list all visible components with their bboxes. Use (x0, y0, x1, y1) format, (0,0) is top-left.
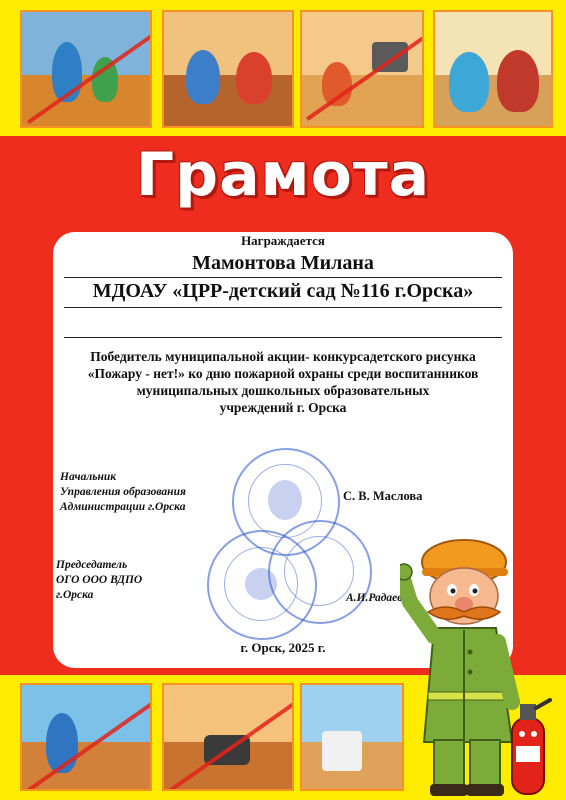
role-line: ОГО ООО ВДПО (56, 574, 143, 586)
signatory-role (60, 470, 186, 515)
recipient-name: Мамонтова Милана (192, 252, 374, 274)
underline (64, 277, 502, 278)
signatory-role (56, 558, 142, 603)
place-date: г. Орск, 2025 г. (240, 640, 326, 655)
description-line: Победитель муниципальной акции- конкурсадетского рисунка (90, 349, 476, 364)
fire-extinguisher-icon (500, 690, 556, 798)
signatory-name: А.И.Радаев (346, 592, 403, 604)
illustration-tile (20, 683, 152, 791)
stamp-icon (268, 520, 372, 624)
underline (64, 307, 502, 308)
illustration-tile (433, 10, 553, 128)
description-line: учреждений г. Орска (219, 400, 347, 415)
description-line: «Пожару - нет!» ко дню пожарной охраны среди воспитанников (87, 366, 479, 381)
signatory-name: С. В. Маслова (343, 489, 423, 503)
role-line: Начальник (60, 471, 117, 483)
illustration-tile (300, 10, 424, 128)
awarded-label: Награждается (241, 233, 325, 248)
role-line: Администрации г.Орска (60, 501, 186, 513)
illustration-tile (162, 10, 294, 128)
organization-name: МДОАУ «ЦРР-детский сад №116 г.Орска» (92, 280, 474, 302)
role-line: Управления образования (60, 486, 186, 498)
certificate-title: Грамота (135, 140, 431, 210)
illustration-tile (20, 10, 152, 128)
underline (64, 337, 502, 338)
illustration-tile (300, 683, 404, 791)
role-line: Председатель (56, 559, 128, 571)
illustration-tile (162, 683, 294, 791)
role-line: г.Орска (56, 589, 94, 601)
award-description (60, 348, 506, 416)
description-line: муниципальных дошкольных образовательных (136, 383, 430, 398)
